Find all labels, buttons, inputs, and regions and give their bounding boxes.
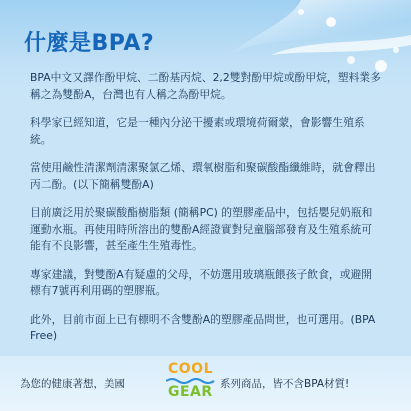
- paragraph: 此外，目前市面上已有標明不含雙酚A的塑膠產品問世，也可選用。(BPA Free): [30, 312, 376, 342]
- page-title: 什麼是BPA?: [24, 31, 155, 56]
- water-splash-image: [181, 0, 411, 80]
- logo-gear-text: GEAR: [168, 384, 213, 400]
- paragraph: 目前廣泛用於聚碳酸酯樹脂類 (簡稱PC) 的塑膠產品中，包括嬰兒奶瓶和運動水瓶。再使用時所溶出的雙酚A經證實對兒童腦部發育及生殖系統可能有不良影響，甚至產生生殖毒性。: [30, 206, 373, 252]
- paragraph: 專家建議，對雙酚A有疑慮的父母，不妨選用玻璃瓶餵孩子飲食，或避開標有7號再利用碼的塑膠瓶。: [30, 267, 373, 297]
- paragraph: 當使用鹼性清潔劑清潔聚氯乙烯、環氧樹脂和聚碳酸酯纖維時，就會釋出丙二酚。(以下簡稱雙酚A): [30, 161, 376, 191]
- logo-cool-text: COOL: [168, 361, 213, 377]
- footer-text-right: 系列商品，皆不含BPA材質!: [220, 378, 350, 390]
- footer-text-left: 為您的健康著想，美國: [20, 378, 125, 390]
- paragraph: 科學家已經知道，它是一種內分泌干擾素或環境荷爾蒙，會影響生殖系統。: [30, 116, 365, 146]
- paragraph: BPA中文又譯作酚甲烷、二酚基丙烷、2,2雙對酚甲烷或酚甲烷，塑料業多稱之為雙酚A，台灣也有人稱之為酚甲烷。: [30, 71, 381, 101]
- cool-gear-logo: [162, 361, 218, 405]
- article-body: [30, 70, 382, 357]
- footer-bar: [0, 356, 411, 411]
